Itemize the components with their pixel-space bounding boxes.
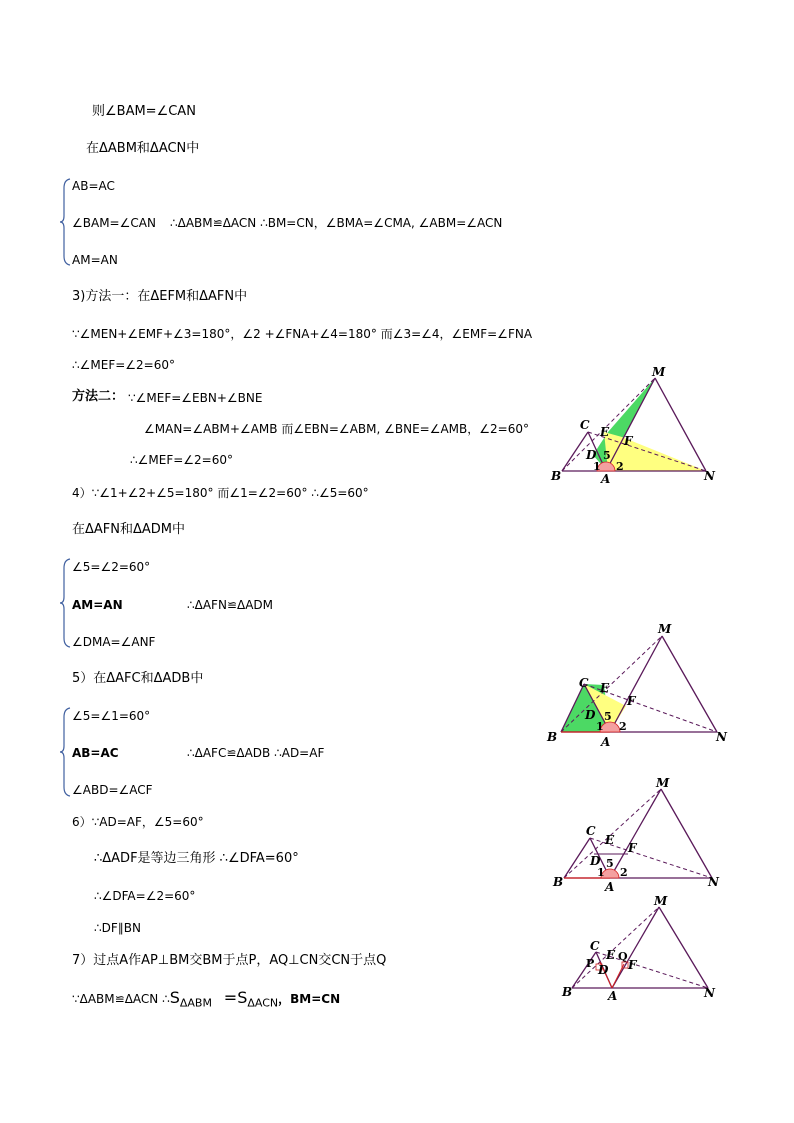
stmt-dma-anf: ∠DMA=∠ANF xyxy=(72,635,156,649)
label-E: E xyxy=(605,833,615,847)
label-P: P xyxy=(586,957,595,970)
label-A: A xyxy=(601,735,611,749)
label-M: M xyxy=(652,365,666,379)
part3-heading: 3)方法一：在ΔEFM和ΔAFN中 xyxy=(72,289,248,304)
label-D: D xyxy=(590,854,601,868)
label-F: F xyxy=(627,694,636,708)
label-F: F xyxy=(628,958,637,972)
label-F: F xyxy=(624,434,633,448)
part6-heading: 6）∵AD=AF，∠5=60° xyxy=(72,815,204,829)
stmt-ab-ac: AB=AC xyxy=(72,179,115,193)
label-2: 2 xyxy=(620,866,628,879)
label-E: E xyxy=(600,425,610,439)
area-s1: S xyxy=(169,988,180,1007)
label-N: N xyxy=(704,469,715,483)
part4-in-afn-adm: 在ΔAFN和ΔADM中 xyxy=(72,522,186,537)
label-D: D xyxy=(598,963,609,977)
part3-line-c: ∵∠MEF=∠EBN+∠BNE xyxy=(128,391,263,405)
label-F: F xyxy=(628,841,637,855)
label-Q: Q xyxy=(618,950,628,963)
part6-line-a: ∴ΔADF是等边三角形 ∴∠DFA=60° xyxy=(94,851,299,866)
figure-1 xyxy=(548,365,728,490)
system-brace xyxy=(60,178,72,266)
stmt-am-an-2: AM=AN xyxy=(72,598,123,612)
label-2: 2 xyxy=(616,460,624,473)
label-C: C xyxy=(586,824,596,838)
stmt-5-2: ∠5=∠2=60° xyxy=(72,560,151,574)
conclusion-congruent-1: ∴ΔABM≌ΔACN ∴BM=CN，∠BMA=∠CMA, ∠ABM=∠ACN xyxy=(170,216,503,230)
part3-line-b: ∴∠MEF=∠2=60° xyxy=(72,358,176,372)
label-B: B xyxy=(551,469,562,483)
label-C: C xyxy=(590,939,600,953)
label-1: 1 xyxy=(597,866,605,879)
system-brace xyxy=(60,707,72,797)
stmt-ab-ac-2: AB=AC xyxy=(72,746,119,760)
part7-pre: ∵ΔABM≌ΔACN ∴ xyxy=(72,992,170,1006)
label-D: D xyxy=(586,448,597,462)
label-E: E xyxy=(606,948,616,962)
label-E: E xyxy=(600,681,610,695)
conclusion-congruent-3: ∴ΔAFC≌ΔADB ∴AD=AF xyxy=(187,746,325,760)
area-sub2: ΔACN xyxy=(247,996,279,1010)
line-bam-can: 则∠BAM=∠CAN xyxy=(92,104,196,119)
label-1: 1 xyxy=(596,720,604,733)
label-B: B xyxy=(562,985,573,999)
label-M: M xyxy=(658,622,672,636)
part7-line-a xyxy=(72,990,340,1011)
area-sub1: ΔABM xyxy=(179,996,212,1010)
label-A: A xyxy=(608,989,618,1003)
label-N: N xyxy=(708,875,719,889)
label-5: 5 xyxy=(603,449,611,462)
part5-heading: 5）在ΔAFC和ΔADB中 xyxy=(72,671,204,686)
area-s2: S xyxy=(237,988,248,1007)
part3-line-a: ∵∠MEN+∠EMF+∠3=180°，∠2 +∠FNA+∠4=180° 而∠3=∠4，∠EMF=∠FNA xyxy=(72,327,533,341)
label-5: 5 xyxy=(604,710,612,723)
label-M: M xyxy=(654,894,668,908)
stmt-5-1: ∠5=∠1=60° xyxy=(72,709,151,723)
figure-4 xyxy=(556,896,726,1006)
label-N: N xyxy=(716,730,727,744)
figure-3 xyxy=(550,778,730,893)
label-N: N xyxy=(704,986,715,1000)
part4-heading: 4）∵∠1+∠2+∠5=180° 而∠1=∠2=60° ∴∠5=60° xyxy=(72,486,369,500)
part3-line-e: ∴∠MEF=∠2=60° xyxy=(130,453,234,467)
label-M: M xyxy=(656,776,670,790)
part6-line-b: ∴∠DFA=∠2=60° xyxy=(94,889,196,903)
method-two-label: 方法二： xyxy=(72,389,125,404)
stmt-am-an: AM=AN xyxy=(72,253,118,267)
label-C: C xyxy=(580,418,590,432)
part3-line-d: ∠MAN=∠ABM+∠AMB 而∠EBN=∠ABM, ∠BNE=∠AMB，∠2=60° xyxy=(144,422,529,436)
figure-2 xyxy=(544,622,734,752)
part7-post: ，BM=CN xyxy=(278,992,341,1006)
label-D: D xyxy=(585,708,596,722)
label-B: B xyxy=(553,875,564,889)
area-eq: = xyxy=(223,988,238,1007)
conclusion-congruent-2: ∴ΔAFN≌ΔADM xyxy=(187,598,273,612)
label-5: 5 xyxy=(606,857,614,870)
part6-line-c: ∴DF∥BN xyxy=(94,921,141,935)
label-2: 2 xyxy=(619,720,627,733)
label-A: A xyxy=(605,880,615,894)
stmt-bam-can: ∠BAM=∠CAN xyxy=(72,216,156,230)
part7-heading: 7）过点A作AP⊥BM交BM于点P，AQ⊥CN交CN于点Q xyxy=(72,953,387,968)
line-in-abm-acn: 在ΔABM和ΔACN中 xyxy=(86,141,200,156)
label-1: 1 xyxy=(593,460,601,473)
label-A: A xyxy=(601,472,611,486)
system-brace xyxy=(60,558,72,648)
label-B: B xyxy=(547,730,558,744)
stmt-abd-acf: ∠ABD=∠ACF xyxy=(72,783,153,797)
label-C: C xyxy=(579,676,589,690)
